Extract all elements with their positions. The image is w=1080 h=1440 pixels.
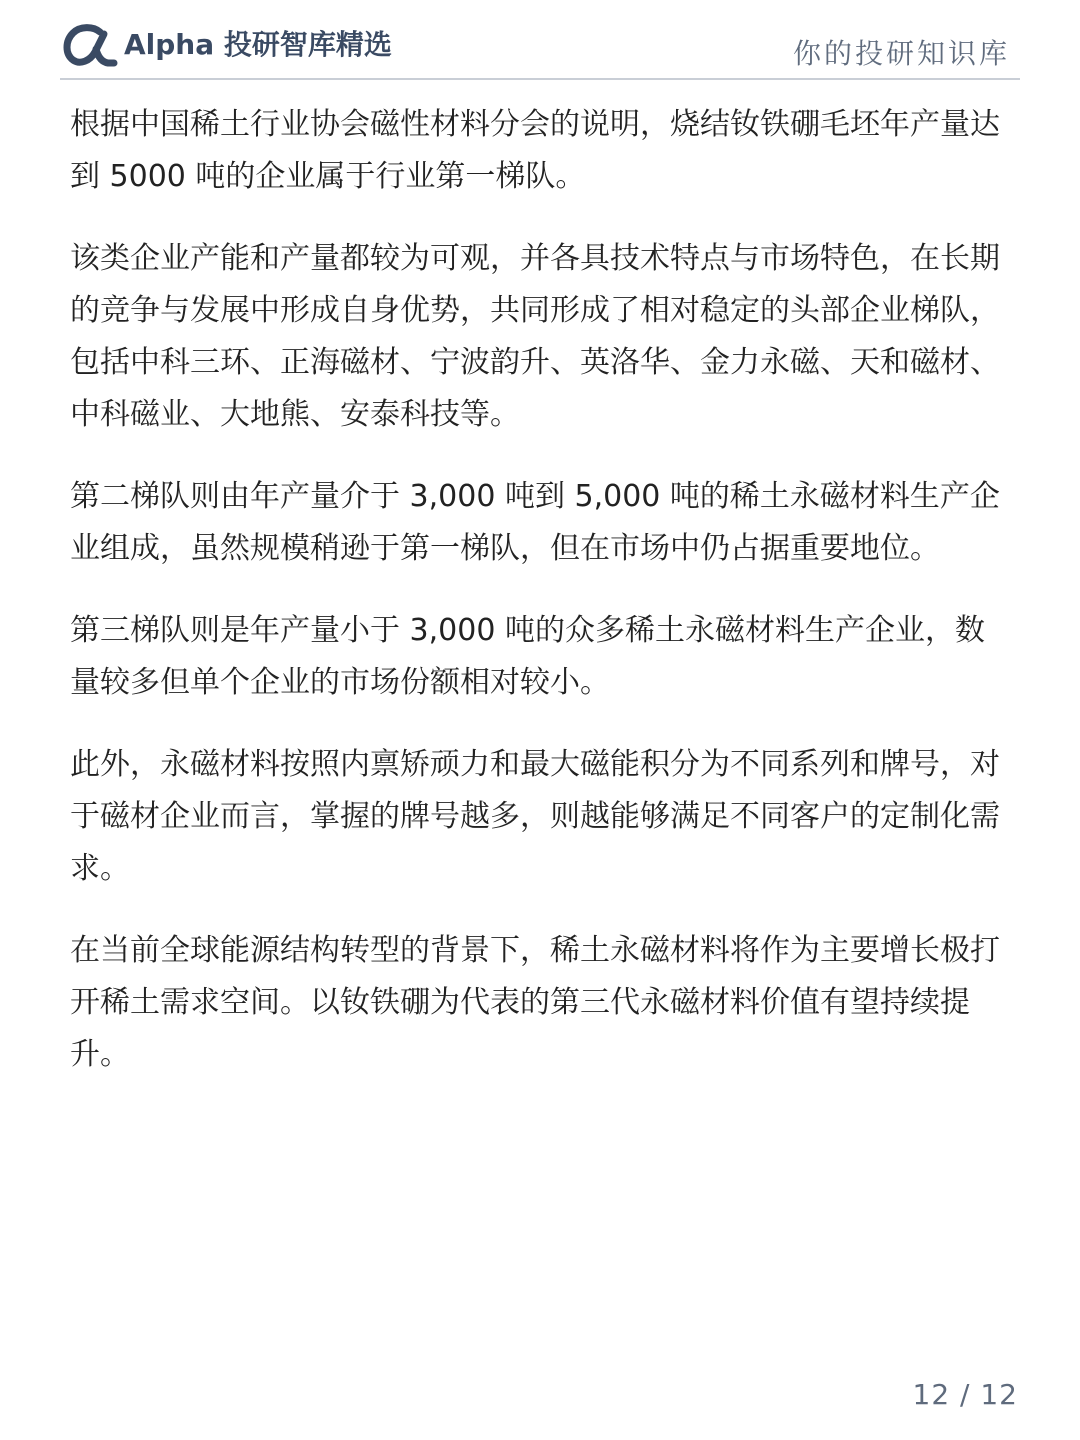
paragraph: 此外，永磁材料按照内禀矫顽力和最大磁能积分为不同系列和牌号，对于磁材企业而言，掌握的牌号越多，则越能够满足不同客户的定制化需求。: [70, 747, 1000, 886]
alpha-logo-icon: [60, 20, 120, 70]
paragraph: 该类企业产能和产量都较为可观，并各具技术特点与市场特色，在长期的竞争与发展中形成自身优势，共同形成了相对稳定的头部企业梯队，包括中科三环、正海磁材、宁波韵升、英洛华、金力永磁、天和磁材、中科磁业、大地熊、安泰科技等。: [70, 241, 1000, 432]
paragraph: 根据中国稀土行业协会磁性材料分会的说明，烧结钕铁硼毛坯年产量达到 5000 吨的企业属于行业第一梯队。: [70, 107, 1000, 194]
header-tagline: 你的投研知识库: [792, 37, 1010, 70]
paragraph: 第二梯队则由年产量介于 3,000 吨到 5,000 吨的稀土永磁材料生产企业组成，虽然规模稍逊于第一梯队，但在市场中仍占据重要地位。: [70, 479, 1000, 566]
brand-logo: [60, 20, 392, 70]
paragraph: 在当前全球能源结构转型的背景下，稀土永磁材料将作为主要增长极打开稀土需求空间。以钕铁硼为代表的第三代永磁材料价值有望持续提升。: [70, 933, 1000, 1072]
page-header: [60, 18, 1020, 80]
paragraph: 第三梯队则是年产量小于 3,000 吨的众多稀土永磁材料生产企业，数量较多但单个企业的市场份额相对较小。: [70, 613, 985, 700]
page-number: 12 / 12: [912, 1378, 1018, 1411]
article-body: [70, 99, 1010, 1111]
brand-name: Alpha 投研智库精选: [124, 28, 392, 61]
